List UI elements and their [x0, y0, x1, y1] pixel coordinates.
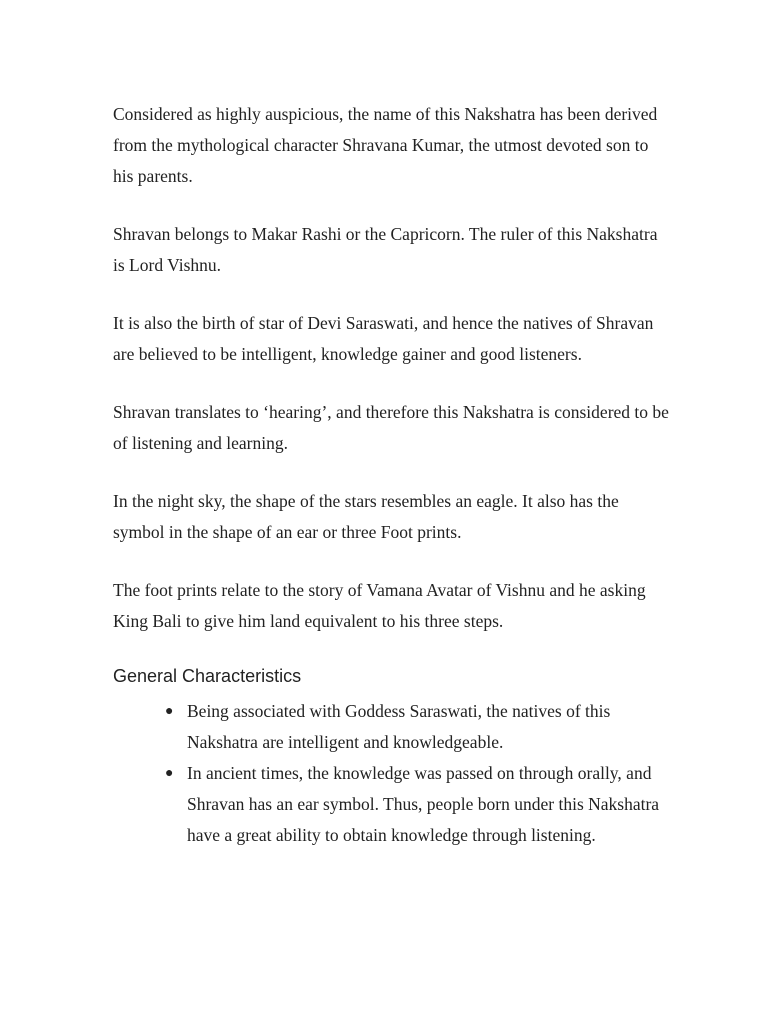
list-item-text: In ancient times, the knowledge was passed on through orally, and Shravan has an ear symbol. Thus, people born under this Nakshatra have a great ability to obtain knowledge through listening.: [187, 763, 660, 845]
bullet-icon: ●: [165, 704, 174, 719]
paragraph: Shravan translates to ‘hearing’, and therefore this Nakshatra is considered to be of listening and learning.: [113, 402, 669, 453]
bullet-icon: ●: [165, 766, 174, 781]
characteristics-list: [113, 696, 673, 851]
list-item-text: Being associated with Goddess Saraswati, the natives of this Nakshatra are intelligent and knowledgeable.: [187, 701, 611, 752]
list-item: [165, 696, 673, 758]
section-heading: General Characteristics: [113, 666, 302, 686]
document-page: [113, 99, 673, 851]
paragraph: It is also the birth of star of Devi Saraswati, and hence the natives of Shravan are believed to be intelligent, knowledge gainer and good listeners.: [113, 313, 654, 364]
list-item: [165, 758, 673, 851]
paragraph: The foot prints relate to the story of Vamana Avatar of Vishnu and he asking King Bali to give him land equivalent to his three steps.: [113, 580, 646, 631]
paragraph: Shravan belongs to Makar Rashi or the Capricorn. The ruler of this Nakshatra is Lord Vishnu.: [113, 224, 658, 275]
paragraph: In the night sky, the shape of the stars resembles an eagle. It also has the symbol in the shape of an ear or three Foot prints.: [113, 491, 619, 542]
paragraph: Considered as highly auspicious, the name of this Nakshatra has been derived from the mythological character Shravana Kumar, the utmost devoted son to his parents.: [113, 104, 658, 186]
